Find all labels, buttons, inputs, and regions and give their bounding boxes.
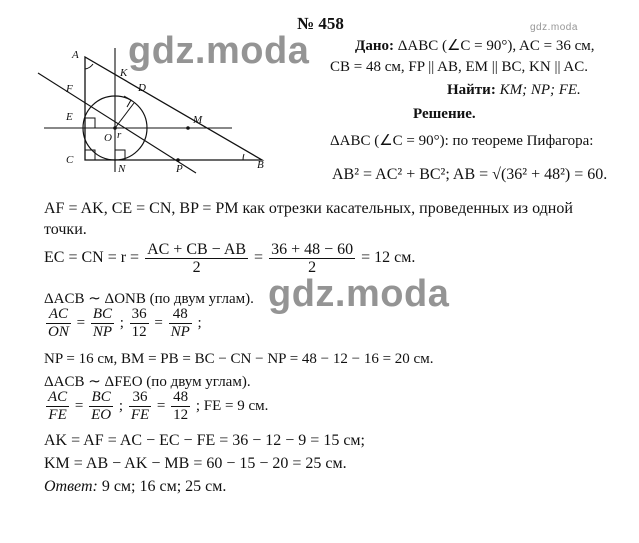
prop2-f3-num: 36 — [129, 389, 151, 407]
answer-text: 9 см; 16 см; 25 см. — [101, 478, 227, 495]
given-line-2: CB = 48 см, FP || AB, EM || BC, KN || AC. — [330, 59, 588, 75]
problem-number: № 458 — [297, 14, 344, 33]
label-k: K — [120, 67, 128, 79]
prop1-eq2: = — [154, 314, 163, 331]
label-m: M — [193, 114, 203, 126]
prop2-f4-num: 48 — [173, 389, 189, 405]
line-proportion-1 — [44, 306, 202, 341]
radius-f1-den: 2 — [192, 259, 201, 276]
radius-eq: = — [254, 249, 264, 267]
watermark-small: gdz.moda — [530, 22, 578, 33]
prop1-f1-num: AC — [46, 306, 71, 324]
line-similar-feo: ΔACB ∼ ΔFEO (по двум углам). — [44, 374, 251, 390]
answer-line — [44, 478, 226, 496]
label-a: A — [72, 49, 79, 61]
radius-f2-den: 2 — [308, 259, 317, 276]
watermark-top: gdz.moda — [128, 30, 310, 72]
prop1-f2 — [91, 306, 114, 341]
prop1-f4-num: 48 — [169, 306, 192, 324]
label-o: O — [104, 132, 112, 144]
prop1-eq1: = — [76, 314, 86, 331]
prop2-end: ; FE = 9 см. — [195, 397, 269, 414]
prop1-f2-num: BC — [92, 306, 112, 322]
answer-label: Ответ: — [44, 478, 98, 495]
prop1-end: ; — [197, 314, 202, 331]
line-tangents: AF = AK, CE = CN, BP = PM как отрезки касательных, проведенных из одной — [44, 200, 573, 217]
radius-fraction-2 — [269, 241, 355, 276]
prop1-f4 — [169, 306, 192, 341]
prop1-sep: ; — [119, 314, 124, 331]
label-f: F — [66, 83, 73, 95]
label-c: C — [66, 154, 74, 166]
prop1-f3-den: 12 — [131, 324, 147, 340]
line-km: KM = AB − AK − MB = 60 − 15 − 20 = 25 см. — [44, 455, 347, 472]
line-tangents-end: точки. — [44, 221, 87, 238]
prop1-f1 — [46, 306, 71, 341]
prop1-f1-den: ON — [48, 324, 69, 340]
given-label: Дано: — [355, 38, 394, 54]
given-line-1 — [355, 36, 594, 55]
radius-fraction-1 — [145, 241, 248, 276]
prop2-eq2: = — [156, 397, 166, 414]
prop2-f1-den: FE — [48, 407, 67, 423]
find-label: Найти: — [447, 82, 496, 98]
line-proportion-2 — [44, 389, 268, 424]
line-ak: AK = AF = AC − EC − FE = 36 − 12 − 9 = 15 см; — [44, 432, 365, 449]
radius-f1-num: AC + CB − AB — [147, 241, 247, 258]
point-p — [176, 158, 180, 162]
line-pythagoras: ΔABC (∠C = 90°): по теореме Пифагора: — [330, 133, 594, 149]
solution-label: Решение. — [413, 106, 476, 122]
radius-left: EC = CN = r = — [44, 249, 140, 267]
prop2-f1-num: AC — [48, 389, 68, 405]
line-similar-onb: ΔACB ∼ ΔONB (по двум углам). — [44, 291, 254, 307]
prop1-f3 — [130, 306, 149, 341]
radius-f2-num: 36 + 48 − 60 — [271, 241, 354, 258]
label-d: D — [138, 82, 146, 94]
prop2-f2-den: EO — [91, 407, 112, 423]
prop2-f2-num: BC — [89, 389, 113, 407]
prop2-sep: ; — [118, 397, 124, 414]
radius-od — [115, 103, 134, 128]
prop1-f2-den: NP — [92, 324, 112, 340]
line-radius — [44, 241, 415, 276]
prop2-f1 — [46, 389, 69, 424]
label-p: P — [176, 163, 183, 175]
prop2-f4 — [171, 389, 190, 424]
right-angle-e — [85, 118, 95, 128]
given-text-1: ΔABC (∠C = 90°), AC = 36 см, — [397, 38, 595, 54]
prop2-f4-den: 12 — [173, 407, 189, 423]
angle-arc-a — [85, 64, 93, 69]
line-fp — [38, 73, 196, 173]
prop1-f4-den: NP — [170, 324, 190, 340]
label-r: r — [117, 129, 122, 141]
line-ab: AB² = AC² + BC²; AB = √(36² + 48²) = 60. — [332, 166, 608, 183]
find-line — [447, 82, 581, 99]
radius-right: = 12 см. — [361, 249, 416, 267]
watermark-middle: gdz.moda — [268, 273, 450, 315]
line-np-bm: NP = 16 см, BM = PB = BC − CN − NP = 48 − 12 − 16 = 20 см. — [44, 351, 434, 367]
label-n: N — [118, 163, 126, 175]
prop2-f3 — [129, 389, 151, 424]
angle-arc-b — [243, 154, 244, 160]
prop1-f3-num: 36 — [131, 306, 147, 322]
prop2-f3-den: FE — [130, 407, 150, 423]
label-e: E — [66, 111, 73, 123]
prop2-f2 — [89, 389, 113, 424]
prop2-eq1: = — [74, 397, 84, 414]
find-text: KM; NP; FE. — [499, 82, 581, 98]
label-b: B — [257, 159, 264, 171]
point-m — [186, 126, 190, 130]
